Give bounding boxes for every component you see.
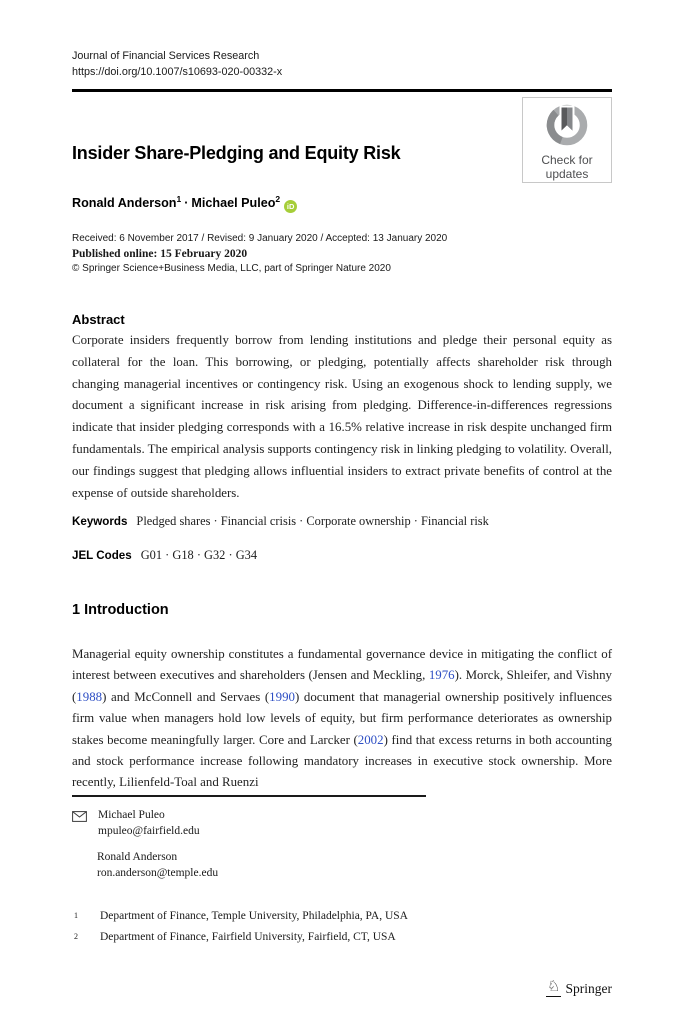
correspondence-block	[72, 808, 612, 881]
citation-link[interactable]: 1976	[428, 668, 455, 683]
citation-link[interactable]: 2002	[357, 732, 384, 747]
paragraph-text: Managerial equity ownership constitutes a fundamental governance device in mitigating the conflict of interest between executives and shareholders (Jensen and Meckling,	[72, 647, 612, 683]
jel-line	[72, 548, 612, 563]
keywords-value: Pledged shares · Financial crisis · Corporate ownership · Financial risk	[136, 514, 489, 528]
citation-link[interactable]: 1990	[269, 689, 295, 704]
keywords-label: Keywords	[72, 515, 128, 528]
jel-value: G01 · G18 · G32 · G34	[140, 548, 258, 562]
abstract-heading: Abstract	[72, 312, 125, 327]
jel-label: JEL Codes	[72, 549, 132, 562]
envelope-icon	[72, 808, 87, 839]
affiliation-item	[72, 931, 612, 943]
badge-label-line2: updates	[545, 166, 589, 181]
paragraph-text: ) find that excess returns in both accounting and stock performance increase following mandatory increases in executive stock ownership. More recently, Lilienfeld-Toal and Ruenzi	[72, 732, 612, 790]
correspondent-email: mpuleo@fairfield.edu	[98, 824, 200, 837]
check-for-updates-badge[interactable]	[522, 97, 612, 183]
author-name: Ronald Anderson	[72, 196, 177, 211]
affiliation-text: Department of Finance, Fairfield University, Fairfield, CT, USA	[100, 931, 396, 943]
affiliation-text: Department of Finance, Temple University, Philadelphia, PA, USA	[100, 910, 408, 922]
author-name: Michael Puleo	[191, 196, 276, 211]
doi-text: https://doi.org/10.1007/s10693-020-00332-x	[72, 65, 283, 78]
keywords-line	[72, 514, 612, 529]
badge-label-line1: Check for	[541, 153, 593, 167]
springer-horse-icon: ♘	[547, 979, 561, 995]
author-separator: ·	[184, 196, 189, 211]
correspondent-name: Michael Puleo	[98, 809, 165, 821]
paragraph-text: ) and McConnell and Servaes (	[102, 689, 270, 704]
correspondent-name: Ronald Anderson	[97, 851, 178, 863]
author-affil-sup: 1	[176, 194, 182, 204]
paper-title: Insider Share-Pledging and Equity Risk	[72, 143, 401, 163]
footnote-rule	[72, 795, 426, 797]
abstract-text: Corporate insiders frequently borrow from lending institutions and pledge their personal equity as collateral for the loan. This borrowing, or pledging, potentially affects shareholder risk through changing managerial incentives or contingency risk. Using an exogenous shock to lending supply, we document a significant increase in risk arising from pledging. Difference-in-differences regressions indicate that insider pledging corresponds with a 16.5% relative increase in risk despite unchanged firm fundamentals. The empirical analysis supports contingency risk in linking pledging to volatility. Overall, our findings suggest that pledging allows influential insiders to extract private benefits of control at the expense of outside shareholders.	[72, 333, 612, 500]
orcid-icon[interactable]: iD	[284, 200, 297, 213]
affiliation-number: 2	[74, 932, 78, 941]
correspondent-email: ron.anderson@temple.edu	[97, 866, 219, 879]
paragraph-text: ). Morck, Shleifer, and Vishny (	[72, 668, 612, 704]
publisher-name: Springer	[565, 980, 612, 996]
article-history	[72, 232, 612, 276]
intro-paragraph	[72, 644, 612, 794]
section-heading-introduction: 1 Introduction	[72, 602, 169, 618]
copyright-line: © Springer Science+Business Media, LLC, part of Springer Nature 2020	[72, 262, 391, 274]
affiliation-item	[72, 910, 612, 922]
co-author-contact	[97, 850, 612, 881]
springer-logo	[546, 980, 612, 997]
author-line	[72, 194, 612, 213]
journal-name: Journal of Financial Services Research	[72, 50, 260, 62]
journal-header	[72, 49, 612, 80]
author-affil-sup: 2	[275, 194, 281, 204]
received-revised-accepted: Received: 6 November 2017 / Revised: 9 January 2020 / Accepted: 13 January 2020	[72, 233, 448, 244]
citation-link[interactable]: 1988	[76, 689, 103, 704]
affiliation-number: 1	[74, 911, 78, 920]
published-online: Published online: 15 February 2020	[72, 247, 248, 260]
header-rule	[72, 89, 612, 92]
affiliations-block	[72, 910, 612, 952]
paragraph-text: ) document that managerial ownership positively influences firm value when managers hold low levels of equity, but firm performance deteriorates as ownership stakes become meaningfully larger. Core and Larcker (	[72, 689, 613, 747]
corresponding-author	[98, 808, 200, 839]
